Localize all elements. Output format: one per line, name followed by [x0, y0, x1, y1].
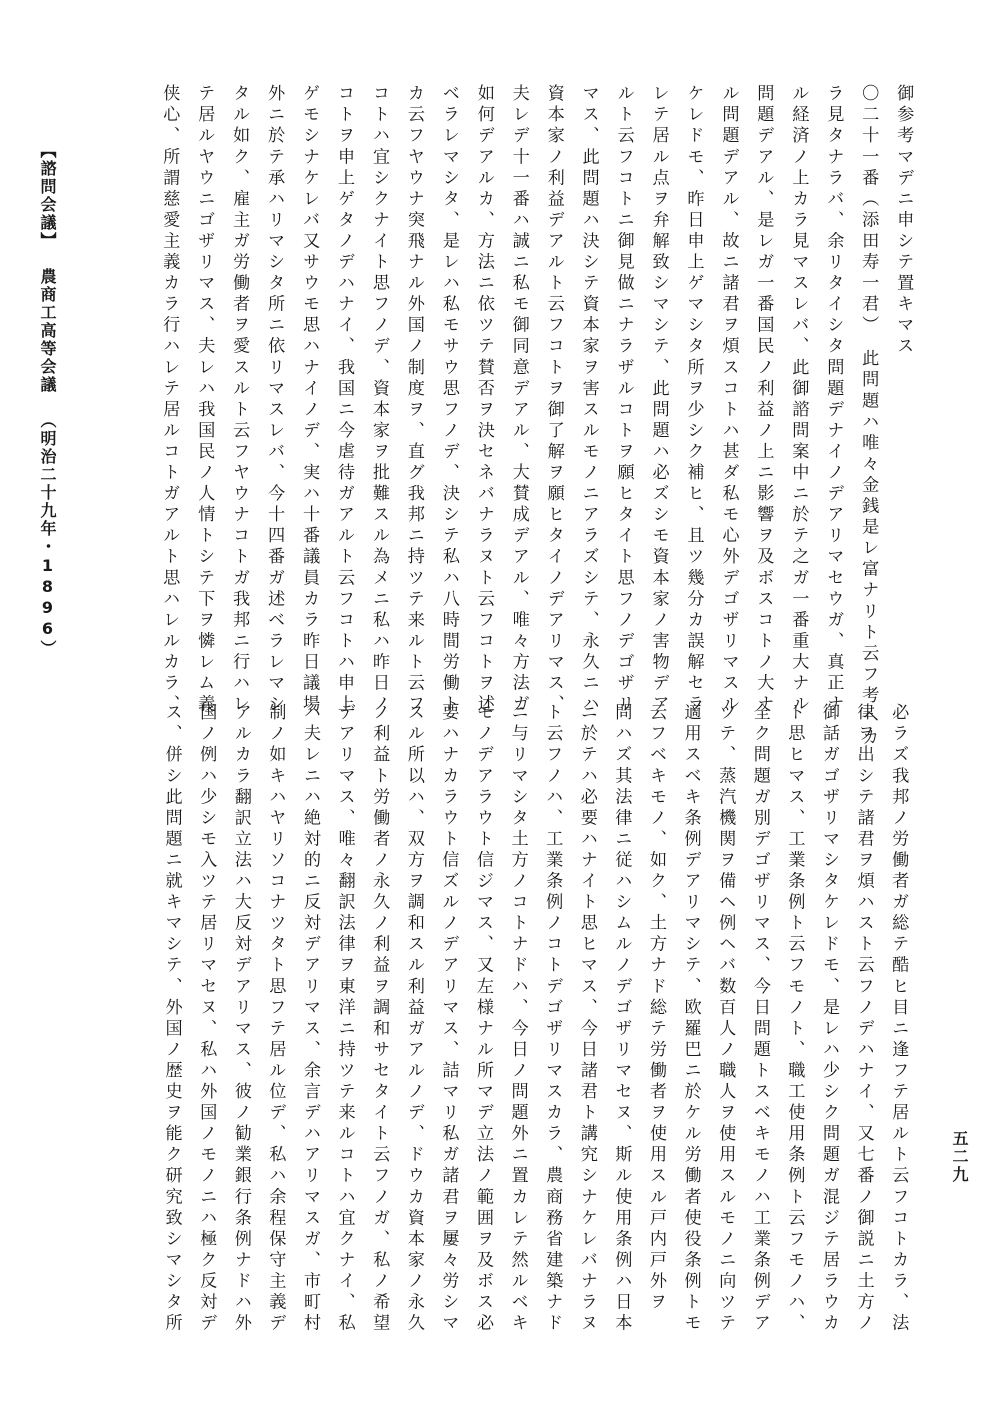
text-column: 侠心、所謂慈愛主義カラ行ハレテ居ルコトガアルト思ハレルカラ、 [159, 84, 180, 716]
text-column: ゲモシナケレバ又サウモ思ハナイノデ、実ハ十番議員カラ昨日議場 [299, 84, 320, 716]
text-column: ニ於テハ必要ハナイト思ヒマス、今日諸君ト講究シナケレバナラヌ [576, 703, 597, 1335]
text-column: 律ヲ出シテ諸君ヲ煩ハスト云フノデハナイ、又七番ノ御説ニ土方ノ [853, 703, 874, 1335]
text-column: ル問題デアル、故ニ諸君ヲ煩スコトハ甚ダ私モ心外デゴザリマスル [718, 84, 739, 716]
text-column: コトヲ申上ゲタノデハナイ、我国ニ今虐待ガアルト云フコトハ申上 [334, 84, 354, 716]
text-column: 御参考マデニ申シテ置キマス [893, 84, 914, 358]
text-column: ト思ヒマス、工業条例ト云フモノト、職工使用条例ト云フモノハ、 [784, 703, 805, 1335]
text-column: 云フベキモノ、如ク、土方ナド総テ労働者ヲ使用スル戸内戸外ヲ [646, 703, 666, 1314]
text-column: 問ハズ其法律ニ従ハシムルノデゴザリマセヌ、斯ル使用条例ハ日本 [611, 703, 632, 1335]
running-header [36, 142, 59, 658]
text-column: 要ハナカラウト信ズルノデアリマス、詰マリ私ガ諸君ヲ屢々労シマ [438, 703, 459, 1335]
text-column: カ云フヤウナ突飛ナル外国ノ制度ヲ、直グ我邦ニ持ツテ来ルト云フ [403, 84, 424, 716]
text-column: ハ夫レニハ絶対的ニ反対デアリマス、余言デハアリマスガ、市町村 [300, 703, 320, 1335]
text-column: 外ニ於テ承ハリマシタ所ニ依リマスレバ、今十四番ガ述ベラレマシ [264, 84, 285, 716]
text-column: ニ与リマシタ土方ノコトナドハ、今日ノ問題外ニ置カレテ然ルベキ [507, 703, 528, 1335]
text-column: レテ居ル点ヲ弁解致シマシテ、此問題ハ必ズシモ資本家ノ害物デア [648, 84, 669, 716]
text-column: テ居ルヤウニゴザリマス、夫レハ我国民ノ人情トシテ下ヲ憐レム義 [194, 84, 215, 716]
text-column: ス、併シ此問題ニ就キマシテ、外国ノ歴史ヲ能ク研究致シマシタ所 [161, 703, 182, 1335]
text-column: 制ノ如キハヤリソコナツタト思フテ居ル位デ、私ハ余程保守主義デ [265, 703, 286, 1335]
text-column: 資本家ノ利益デアルト云フコトヲ御了解ヲ願ヒタイノデアリマス、 [543, 84, 564, 716]
header-section: 【諮問会議】 [38, 142, 57, 250]
text-column: 夫レデ十一番ハ誠ニ私モ御同意デアル、大賛成デアル、唯々方法ガ [508, 84, 529, 716]
text-column: 〇二十一番（添田寿一君） 此問題ハ唯々金銭是レ富ナリト云フ考ヘカ [858, 84, 879, 749]
text-column: 全ク問題ガ別デゴザリマス、今日問題トスベキモノハ工業条例デア [749, 703, 770, 1335]
text-column: ト云フノハ、工業条例ノコトデゴザリマスカラ、農商務省建築ナド [542, 703, 563, 1335]
text-column: 御話ガゴザリマシタケレドモ、是レハ少シク問題ガ混ジテ居ラウカ [819, 703, 839, 1335]
text-column: 如何デアルカ、方法ニ依ツテ賛否ヲ決セネバナラヌト云フコトヲ述 [473, 84, 494, 716]
text-column: マス、此問題ハ決シテ資本家ヲ害スルモノニアラズシテ、永久ニハ [578, 84, 599, 716]
text-column: アルカラ翻訳立法ハ大反対デアリマス、彼ノ勧業銀行条例ナドハ外 [230, 703, 251, 1335]
header-date: （明治二十九年・1896） [38, 412, 57, 658]
text-column: ベラレマシタ、是レハ私モサウ思フノデ、決シテ私ハ八時間労働ト [438, 84, 459, 716]
text-column: 問題デアル、是レガ一番国民ノ利益ノ上ニ影響ヲ及ボスコトノ大ナ [753, 84, 774, 716]
text-column: 適用スベキ条例デアリマシテ、欧羅巴ニ於ケル労働者使役条例トモ [680, 703, 701, 1335]
text-column: ラ見タナラバ、余リタイシタ問題デナイノデアリマセウガ、真正ナ [823, 84, 844, 716]
text-column: ル経済ノ上カラ見マスレバ、此御諮問案中ニ於テ之ガ一番重大ナル [788, 84, 809, 716]
text-column: ツテ、蒸汽機関ヲ備ヘ例ヘバ数百人ノ職人ヲ使用スルモノニ向ツテ [715, 703, 736, 1335]
text-column: デアリマス、唯々翻訳法律ヲ東洋ニ持ツテ来ルコトハ宜クナイ、私 [334, 703, 355, 1335]
text-column: モノデアラウト信ジマス、又左様ナル所マデ立法ノ範囲ヲ及ボス必 [473, 703, 493, 1335]
text-column: ケレドモ、昨日申上ゲマシタ所ヲ少シク補ヒ、且ツ幾分カ誤解セラ [683, 84, 704, 716]
text-column: ルト云フコトニ御見做ニナラザルコトヲ願ヒタイト思フノデゴザリ [613, 84, 634, 716]
text-column: ノ利益ト労働者ノ永久ノ利益ヲ調和サセタイト云フノガ、私ノ希望 [369, 703, 390, 1335]
text-column: スル所以ハ、双方ヲ調和スル利益ガアルノデ、ドウカ資本家ノ永久 [403, 703, 424, 1335]
page-number: 五二九 [950, 1130, 969, 1184]
header-title: 農商工高等会議 [38, 268, 57, 394]
text-column: コトハ宜シクナイト思フノデ、資本家ヲ批難スル為メニ私ハ昨日ノ [368, 84, 389, 716]
text-column: タル如ク、雇主ガ労働者ヲ愛スルト云フヤウナコトガ我邦ニ行ハレ [229, 84, 250, 716]
text-column: 必ラズ我邦ノ労働者ガ総テ酷ヒ目ニ逢フテ居ルト云フコトカラ、法 [888, 703, 909, 1335]
text-column: 国ノ例ハ少シモ入ツテ居リマセヌ、私ハ外国ノモノニハ極ク反対デ [196, 703, 217, 1335]
